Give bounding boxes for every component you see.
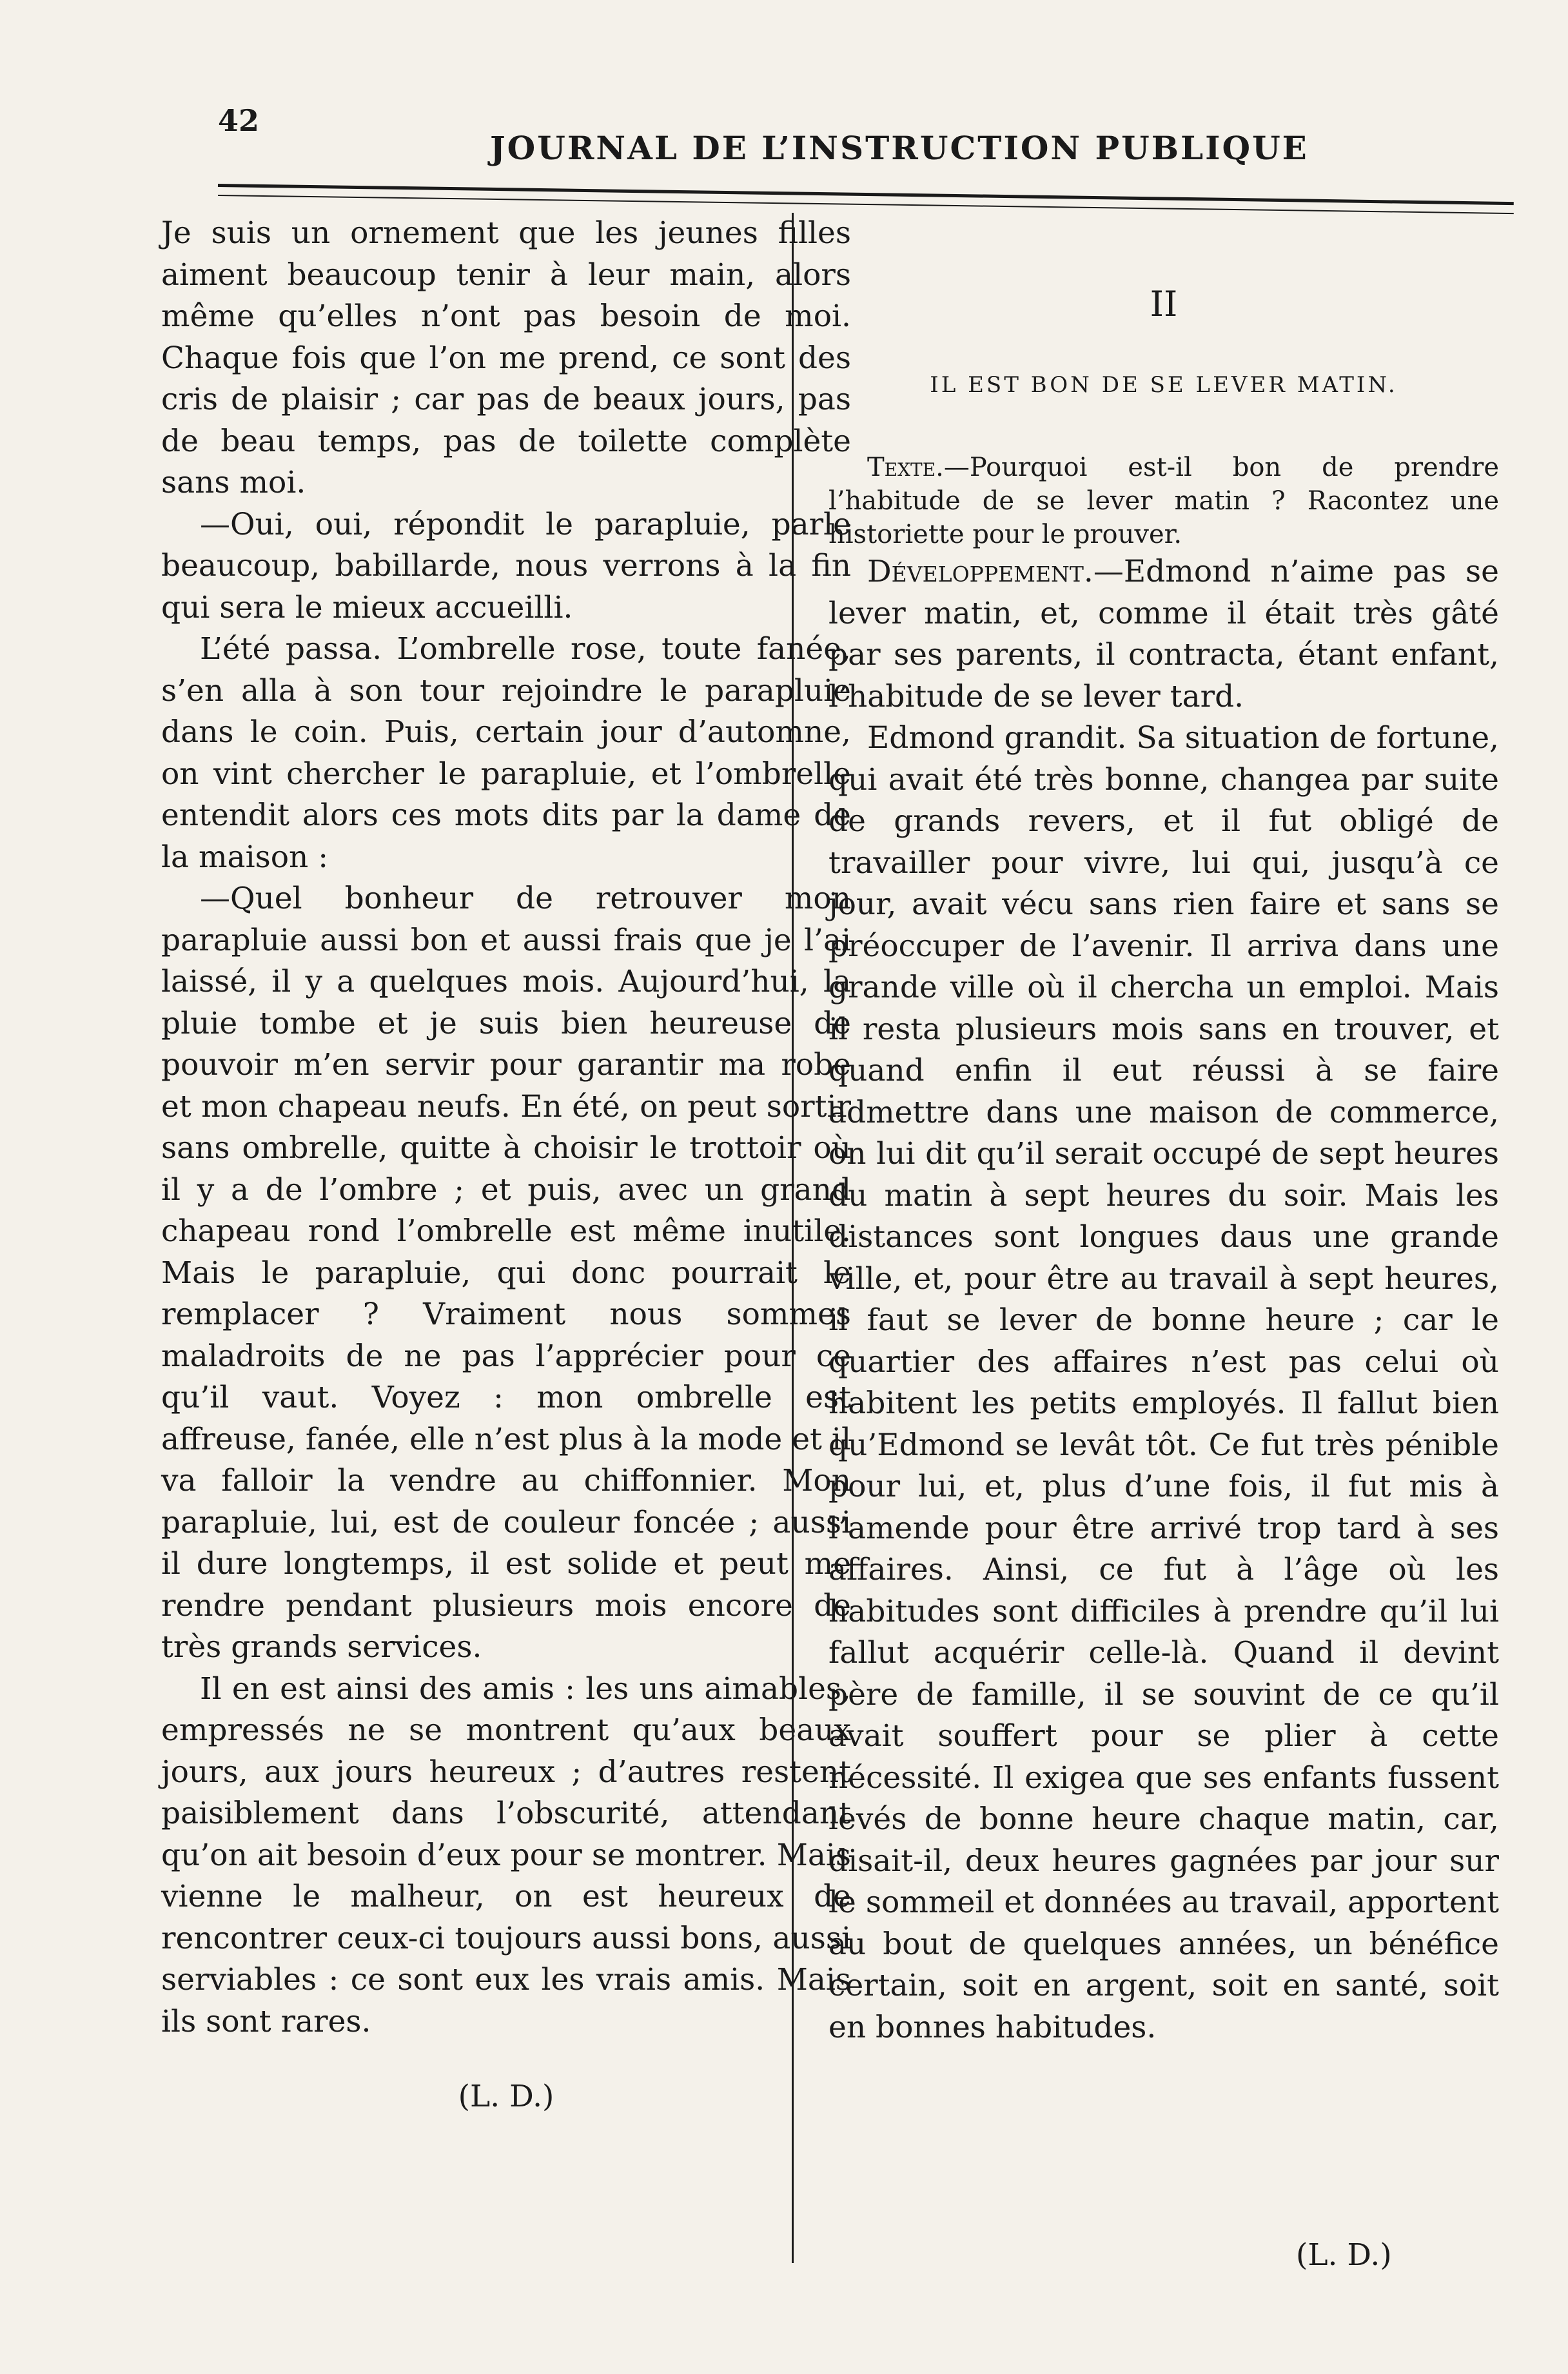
right-column [828,284,1499,2048]
developpement-label: Développement. [867,554,1093,589]
texte-body: —Pourquoi est-il bon de prendre l’habitude de se lever matin ? Racontez une historiette pour le prouver. [828,453,1499,549]
section-number: II [1150,284,1178,324]
left-paragraph-1: Je suis un ornement que les jeunes filles aiment beaucoup tenir à leur main, alors même qu’elles n’ont pas besoin de moi. Chaque fois que l’on me prend, ce sont des cris de plaisir ; car pas de beaux jours, pas de beau temps, pas de toilette complète sans moi. [161,215,851,500]
left-paragraph-2: —Oui, oui, répondit le parapluie, parle beaucoup, babillarde, nous verrons à la fin qui sera le mieux accueilli. [161,506,851,625]
left-signature: (L. D.) [458,2079,554,2114]
texte-label: Texte. [867,453,944,482]
developpement-paragraph [828,551,1499,718]
left-column [161,213,851,2118]
right-paragraph-2: Edmond grandit. Sa situation de fortune, qui avait été très bonne, changea par suite de grands revers, et il fut obligé de travailler pour vivre, lui qui, jusqu’à ce jour, avait vécu sans rien faire et sans se préoccuper de l’avenir. Il arriva dans une grande ville où il chercha un emploi. Mais il resta plusieurs mois sans en trouver, et quand enfin il eut réussi à se faire admettre dans une maison de commerce, on lui dit qu’il serait occupé de sept heures du matin à sept heures du soir. Mais les distances sont longues daus une grande ville, et, pour être au travail à sept heures, il faut se lever de bonne heure ; car le quartier des affaires n’est pas celui où habitent les petits employés. Il fallut bien qu’Edmond se levât tôt. Ce fut très pénible pour lui, et, plus d’une fois, il fut mis à l’amende pour être arrivé trop tard à ses affaires. Ainsi, ce fut à l’âge où les habitudes sont difficiles à prendre qu’il lui fallut acquérir celle-là. Quand il devint père de famille, il se souvint de ce qu’il avait souffert pour se plier à cette nécessité. Il exigea que ses enfants fussent levés de bonne heure chaque matin, car, disait-il, deux heures gagnées par jour sur le sommeil et données au travail, apportent au bout de quelques années, un bénéfice certain, soit en argent, soit en santé, soit en bonnes habitudes. [828,720,1499,2045]
left-paragraph-3: L’été passa. L’ombrelle rose, toute fanée, s’en alla à son tour rejoindre le parapluie dans le coin. Puis, certain jour d’automne, on vint chercher le parapluie, et l’ombrelle entendit alors ces mots dits par la dame de la maison : [161,631,851,875]
right-signature: (L. D.) [1296,2237,1392,2273]
section-title: IL EST BON DE SE LEVER MATIN. [930,371,1398,398]
running-head: JOURNAL DE L’INSTRUCTION PUBLIQUE [490,129,1309,167]
header-rule-thin [218,195,1514,214]
texte-paragraph [828,451,1499,551]
left-paragraph-4: —Quel bonheur de retrouver mon parapluie aussi bon et aussi frais que je l’ai laissé, il y a quelques mois. Aujourd’hui, la pluie tombe et je suis bien heureuse de pouvoir m’en servir pour garantir ma robe et mon chapeau neufs. En été, on peut sortir sans ombrelle, quitte à choisir le trottoir où il y a de l’ombre ; et puis, avec un grand chapeau rond l’ombrelle est même inutile. Mais le parapluie, qui donc pourrait le remplacer ? Vraiment nous sommes maladroits de ne pas l’apprécier pour ce qu’il vaut. Voyez : mon ombrelle est affreuse, fanée, elle n’est plus à la mode et il va falloir la vendre au chiffonnier. Mon parapluie, lui, est de couleur foncée ; aussi il dure longtemps, il est solide et peut me rendre pendant plusieurs mois encore de très grands services. [161,881,851,1665]
page-number: 42 [218,103,260,138]
left-paragraph-5: Il en est ainsi des amis : les uns aimables, empressés ne se montrent qu’aux beaux jours, aux jours heureux ; d’autres restent paisiblement dans l’obscurité, attendant qu’on ait besoin d’eux pour se montrer. Mais vienne le malheur, on est heureux de rencontrer ceux-ci toujours aussi bons, aussi serviables : ce sont eux les vrais amis. Mais ils sont rares. [161,1671,851,2039]
developpement-body: —Edmond n’aime pas se lever matin, et, comme il était très gâté par ses parents, il contracta, étant enfant, l’habitude de se lever tard. [828,554,1499,714]
header-rule-thick [218,184,1514,205]
